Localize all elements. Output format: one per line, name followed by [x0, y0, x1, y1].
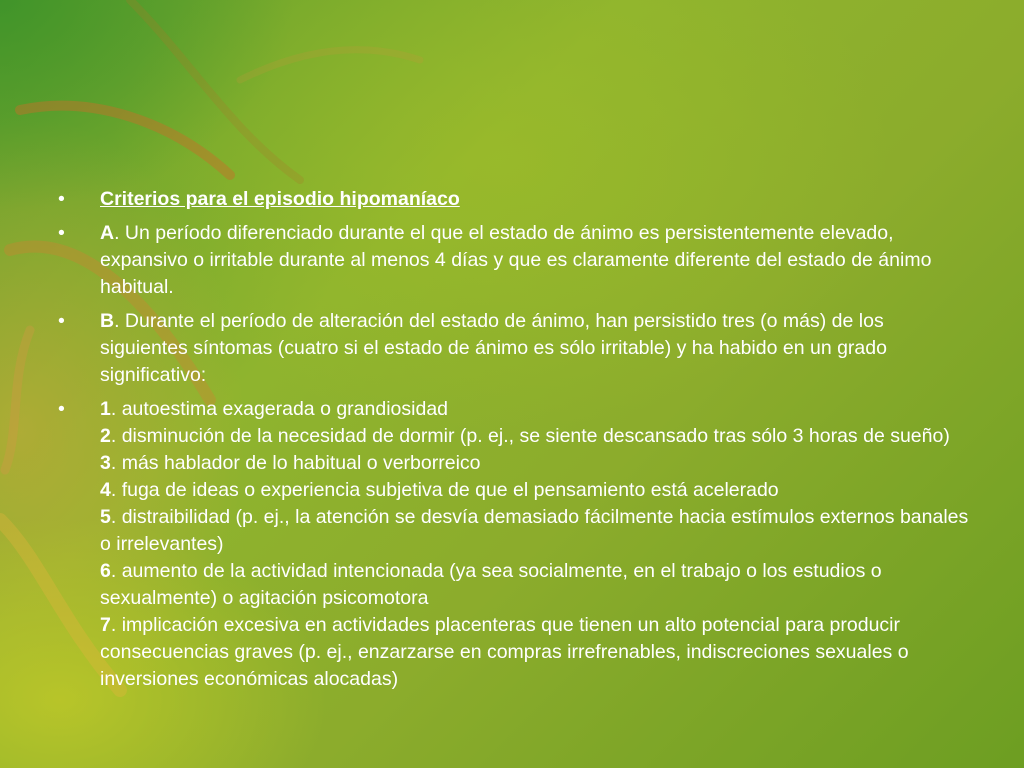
bullet-dot: • [58, 398, 65, 420]
criterion-b-text [100, 308, 974, 389]
symptom-text: . más hablador de lo habitual o verborreico [110, 452, 481, 474]
slide-content [54, 186, 974, 700]
symptom-text: . implicación excesiva en actividades placenteras que tienen un alto potencial para producir consecuencias graves (p. ej., enzarzarse en compras irrefrenables, indiscreciones sexuales o inversiones económicas alocadas) [100, 614, 909, 690]
symptom-number: 6 [100, 560, 111, 582]
criterion-a-label: A [100, 222, 115, 244]
symptom-text: . distraibilidad (p. ej., la atención se desvía demasiado fácilmente hacia estímulos externos banales o irrelevantes) [100, 506, 969, 555]
symptom-text: . disminución de la necesidad de dormir (p. ej., se siente descansado tras sólo 3 horas de sueño) [110, 425, 950, 447]
symptom-number: 7 [100, 614, 111, 636]
symptom-item [100, 450, 974, 477]
symptom-item [100, 558, 974, 612]
symptom-item [100, 612, 974, 693]
symptom-item [100, 477, 974, 504]
symptom-item [100, 423, 974, 450]
criterion-a-body: . Un período diferenciado durante el que el estado de ánimo es persistentemente elevado, expansivo o irritable durante al menos 4 días y que es claramente diferente del estado de ánimo habitual. [100, 222, 932, 298]
symptom-number: 2 [100, 425, 111, 447]
symptom-text: . aumento de la actividad intencionada (ya sea socialmente, en el trabajo o los estudios o sexualmente) o agitación psicomotora [100, 560, 882, 609]
symptom-list [100, 396, 974, 693]
bullet-criterion-b [54, 308, 974, 389]
bullet-symptoms [54, 396, 974, 693]
criterion-b-label: B [100, 310, 115, 332]
symptom-number: 4 [100, 479, 111, 501]
slide-heading: Criterios para el episodio hipomaníaco [100, 188, 460, 210]
bullet-heading [54, 186, 974, 213]
symptom-number: 5 [100, 506, 111, 528]
symptom-text: . fuga de ideas o experiencia subjetiva de que el pensamiento está acelerado [110, 479, 779, 501]
bullet-criterion-a [54, 220, 974, 301]
symptom-text: . autoestima exagerada o grandiosidad [110, 398, 449, 420]
bullet-dot: • [58, 222, 65, 244]
bullet-dot: • [58, 188, 65, 210]
symptom-number: 1 [100, 398, 111, 420]
symptom-item [100, 504, 974, 558]
bullet-dot: • [58, 310, 65, 332]
symptom-item [100, 396, 974, 423]
criterion-a-text [100, 220, 974, 301]
symptom-number: 3 [100, 452, 111, 474]
criterion-b-body: . Durante el período de alteración del estado de ánimo, han persistido tres (o más) de los siguientes síntomas (cuatro si el estado de ánimo es sólo irritable) y ha habido en un grado significativo: [100, 310, 887, 386]
